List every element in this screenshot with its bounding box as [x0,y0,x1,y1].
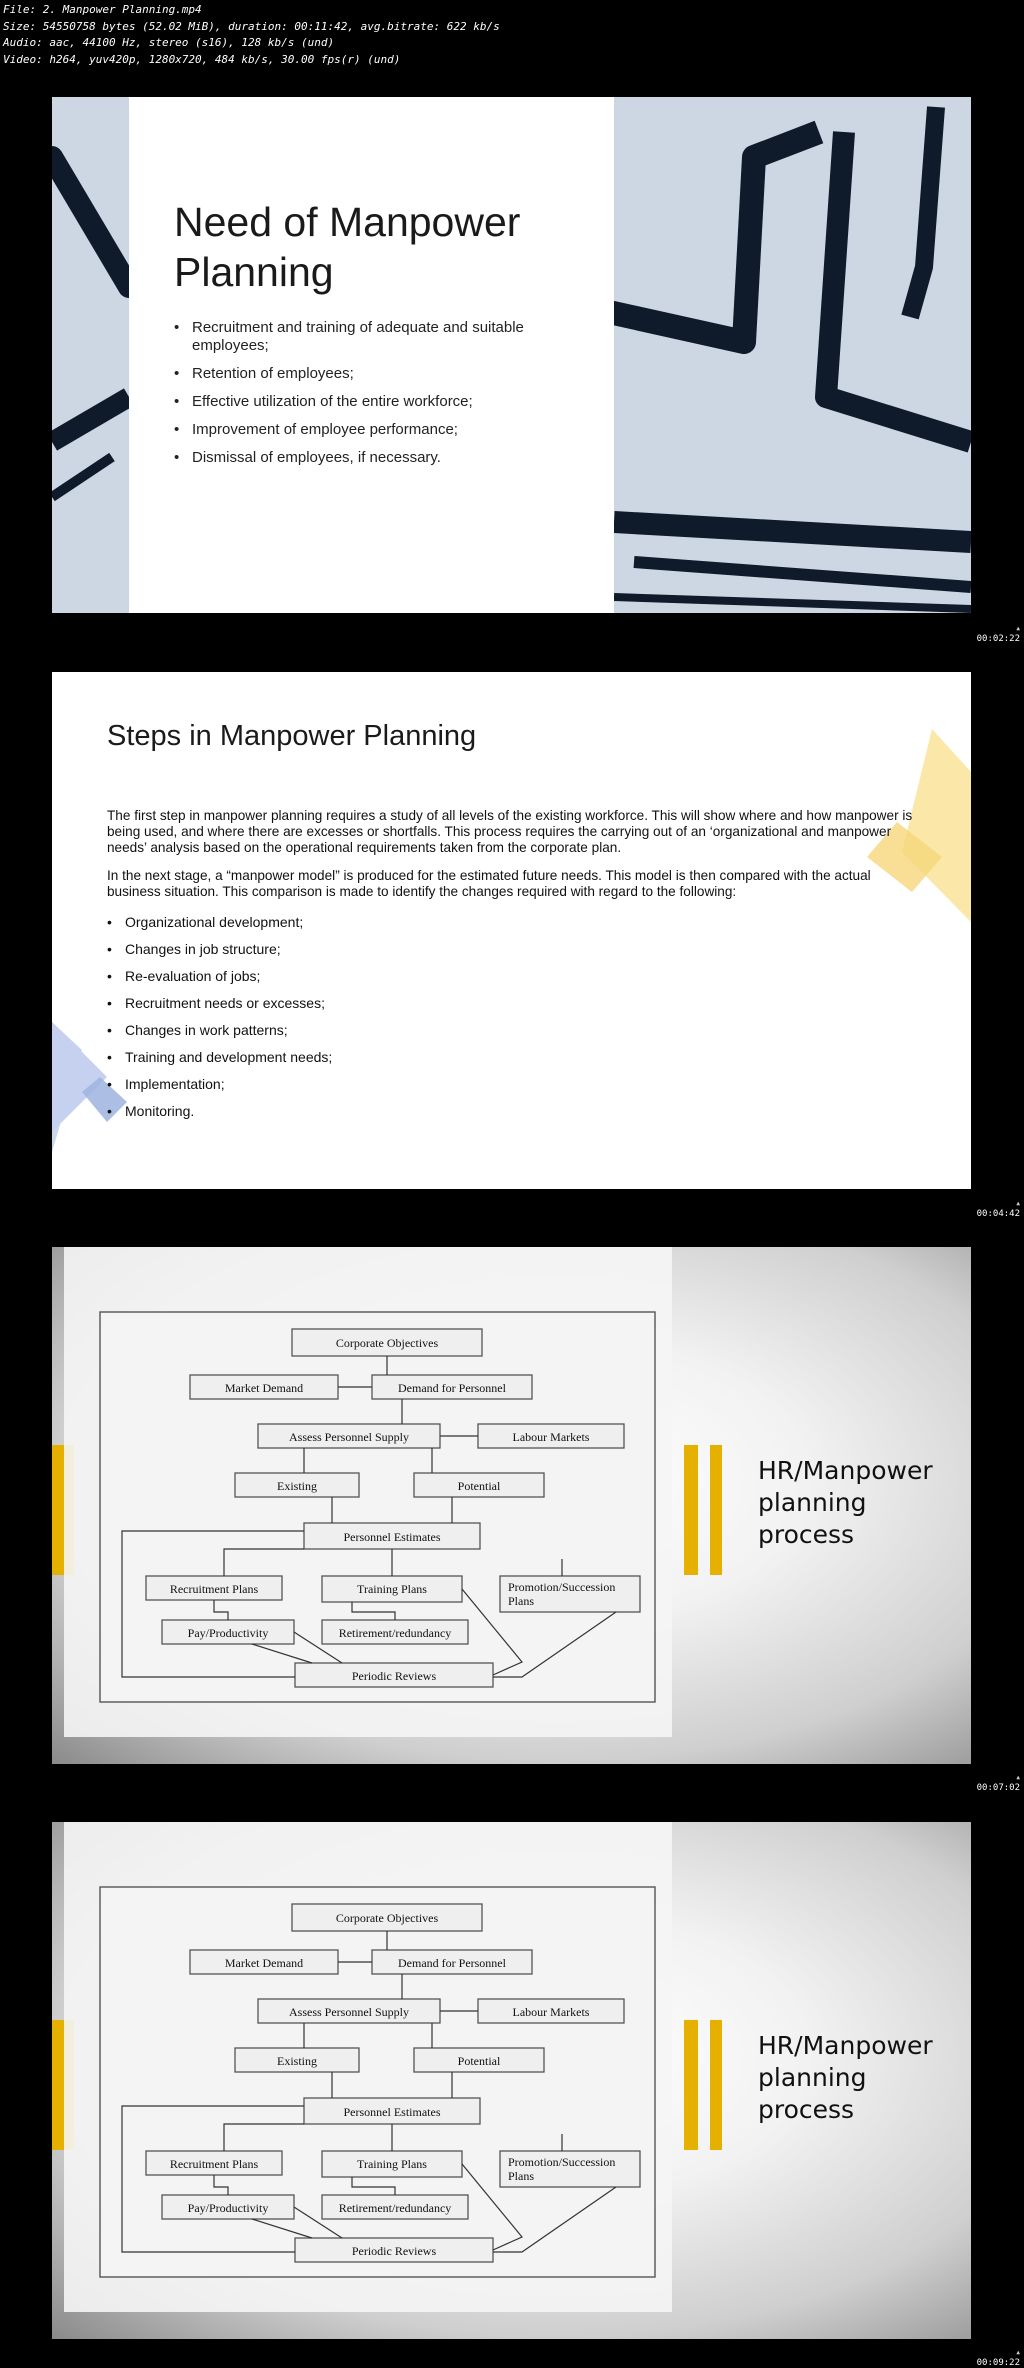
label-promotion-line1: Promotion/Succession [508,2155,616,2169]
timestamp-slide2: ▲ 00:04:42 [976,1200,1020,1219]
label-market-demand: Market Demand [224,1381,304,1395]
video-metadata [3,2,500,68]
slide-need-of-manpower-planning [52,97,971,613]
list-item: • Effective utilization of the entire workforce; [174,393,574,411]
label-retirement-redundancy: Retirement/redundancy [338,1626,452,1640]
slide1-left-band [52,97,129,613]
meta-size: Size: 54550758 bytes (52.02 MiB), duration: 00:11:42, avg.bitrate: 622 kb/s [3,19,500,33]
timestamp-slide1: ▲ 00:02:22 [976,625,1020,644]
label-corporate-objectives: Corporate Objectives [335,1911,439,1925]
label-potential: Potential [457,2054,501,2068]
list-item: • Training and development needs; [107,1049,332,1066]
label-promotion-line1: Promotion/Succession [508,1580,616,1594]
slide-steps-in-manpower-planning [52,672,971,1189]
timestamp-slide3: ▲ 00:07:02 [976,1774,1020,1793]
slide3-title: HR/Manpower planning process [758,1456,933,1549]
meta-video: Video: h264, yuv420p, 1280x720, 484 kb/s, 30.00 fps(r) (und) [3,52,401,66]
label-pay-productivity: Pay/Productivity [187,1626,269,1640]
list-item: • Implementation; [107,1076,332,1093]
label-assess-personnel-supply: Assess Personnel Supply [288,1430,410,1444]
label-labour-markets: Labour Markets [512,2005,590,2019]
slide4-title: HR/Manpower planning process [758,2031,933,2124]
meta-file: File: 2. Manpower Planning.mp4 [3,3,202,16]
slide1-right-band [614,97,971,613]
list-item: • Retention of employees; [174,365,574,383]
timestamp-slide4: ▲ 00:09:22 [976,2349,1020,2368]
label-corporate-objectives: Corporate Objectives [335,1336,439,1350]
label-demand-for-personnel: Demand for Personnel [398,1381,506,1395]
label-periodic-reviews: Periodic Reviews [351,2244,437,2258]
udemy-watermark-icon: ▲ [1016,2349,1020,2356]
label-existing: Existing [276,2054,318,2068]
brush-stroke-decoration [614,97,971,613]
label-assess-personnel-supply: Assess Personnel Supply [288,2005,410,2019]
list-item: • Monitoring. [107,1103,332,1120]
label-promotion-line2: Plans [508,2169,535,2183]
label-labour-markets: Labour Markets [512,1430,590,1444]
brush-stroke-decoration [52,97,129,613]
label-promotion-line2: Plans [508,1594,535,1608]
slide-hr-planning-process [52,1247,971,1764]
label-training-plans: Training Plans [357,2157,427,2171]
planning-process-diagram [52,1822,971,2339]
list-item: • Organizational development; [107,914,332,931]
meta-audio: Audio: aac, 44100 Hz, stereo (s16), 128 kb/s (und) [3,36,335,49]
label-personnel-estimates: Personnel Estimates [343,2105,441,2119]
slide2-paragraph-1: The first step in manpower planning requires a study of all levels of the existing workforce. This will show where and how manpower is being used, and where there are excesses or shortfalls. This process requires the carrying out of an ‘organizational and manpower needs’ analysis based on the operational requirements taken from the corporate plan. [107,808,913,855]
label-periodic-reviews: Periodic Reviews [351,1669,437,1683]
list-item: • Recruitment needs or excesses; [107,995,332,1012]
slide-hr-planning-process-repeat [52,1822,971,2339]
list-item: • Re-evaluation of jobs; [107,968,332,985]
slide2-paragraph-2: In the next stage, a “manpower model” is produced for the estimated future needs. This model is then compared with the actual business situation. This comparison is made to identify the changes required with regard to the following: [107,868,871,899]
udemy-watermark-icon: ▲ [1016,1774,1020,1781]
list-item: • Changes in job structure; [107,941,332,958]
label-pay-productivity: Pay/Productivity [187,2201,269,2215]
slide2-title: Steps in Manpower Planning [107,720,477,752]
slide1-title: Need of Manpower Planning [174,199,521,295]
label-training-plans: Training Plans [357,1582,427,1596]
slide1-bullet-list [174,319,574,477]
label-demand-for-personnel: Demand for Personnel [398,1956,506,1970]
udemy-watermark-icon: ▲ [1016,625,1020,632]
label-recruitment-plans: Recruitment Plans [169,2157,259,2171]
list-item: • Recruitment and training of adequate and suitable employees; [174,319,574,355]
list-item: • Improvement of employee performance; [174,421,574,439]
label-retirement-redundancy: Retirement/redundancy [338,2201,452,2215]
label-recruitment-plans: Recruitment Plans [169,1582,259,1596]
planning-process-diagram [52,1247,971,1764]
list-item: • Dismissal of employees, if necessary. [174,449,574,467]
list-item: • Changes in work patterns; [107,1022,332,1039]
label-potential: Potential [457,1479,501,1493]
udemy-watermark-icon: ▲ [1016,1200,1020,1207]
label-market-demand: Market Demand [224,1956,304,1970]
label-existing: Existing [276,1479,318,1493]
slide2-bullet-list [107,914,332,1130]
label-personnel-estimates: Personnel Estimates [343,1530,441,1544]
